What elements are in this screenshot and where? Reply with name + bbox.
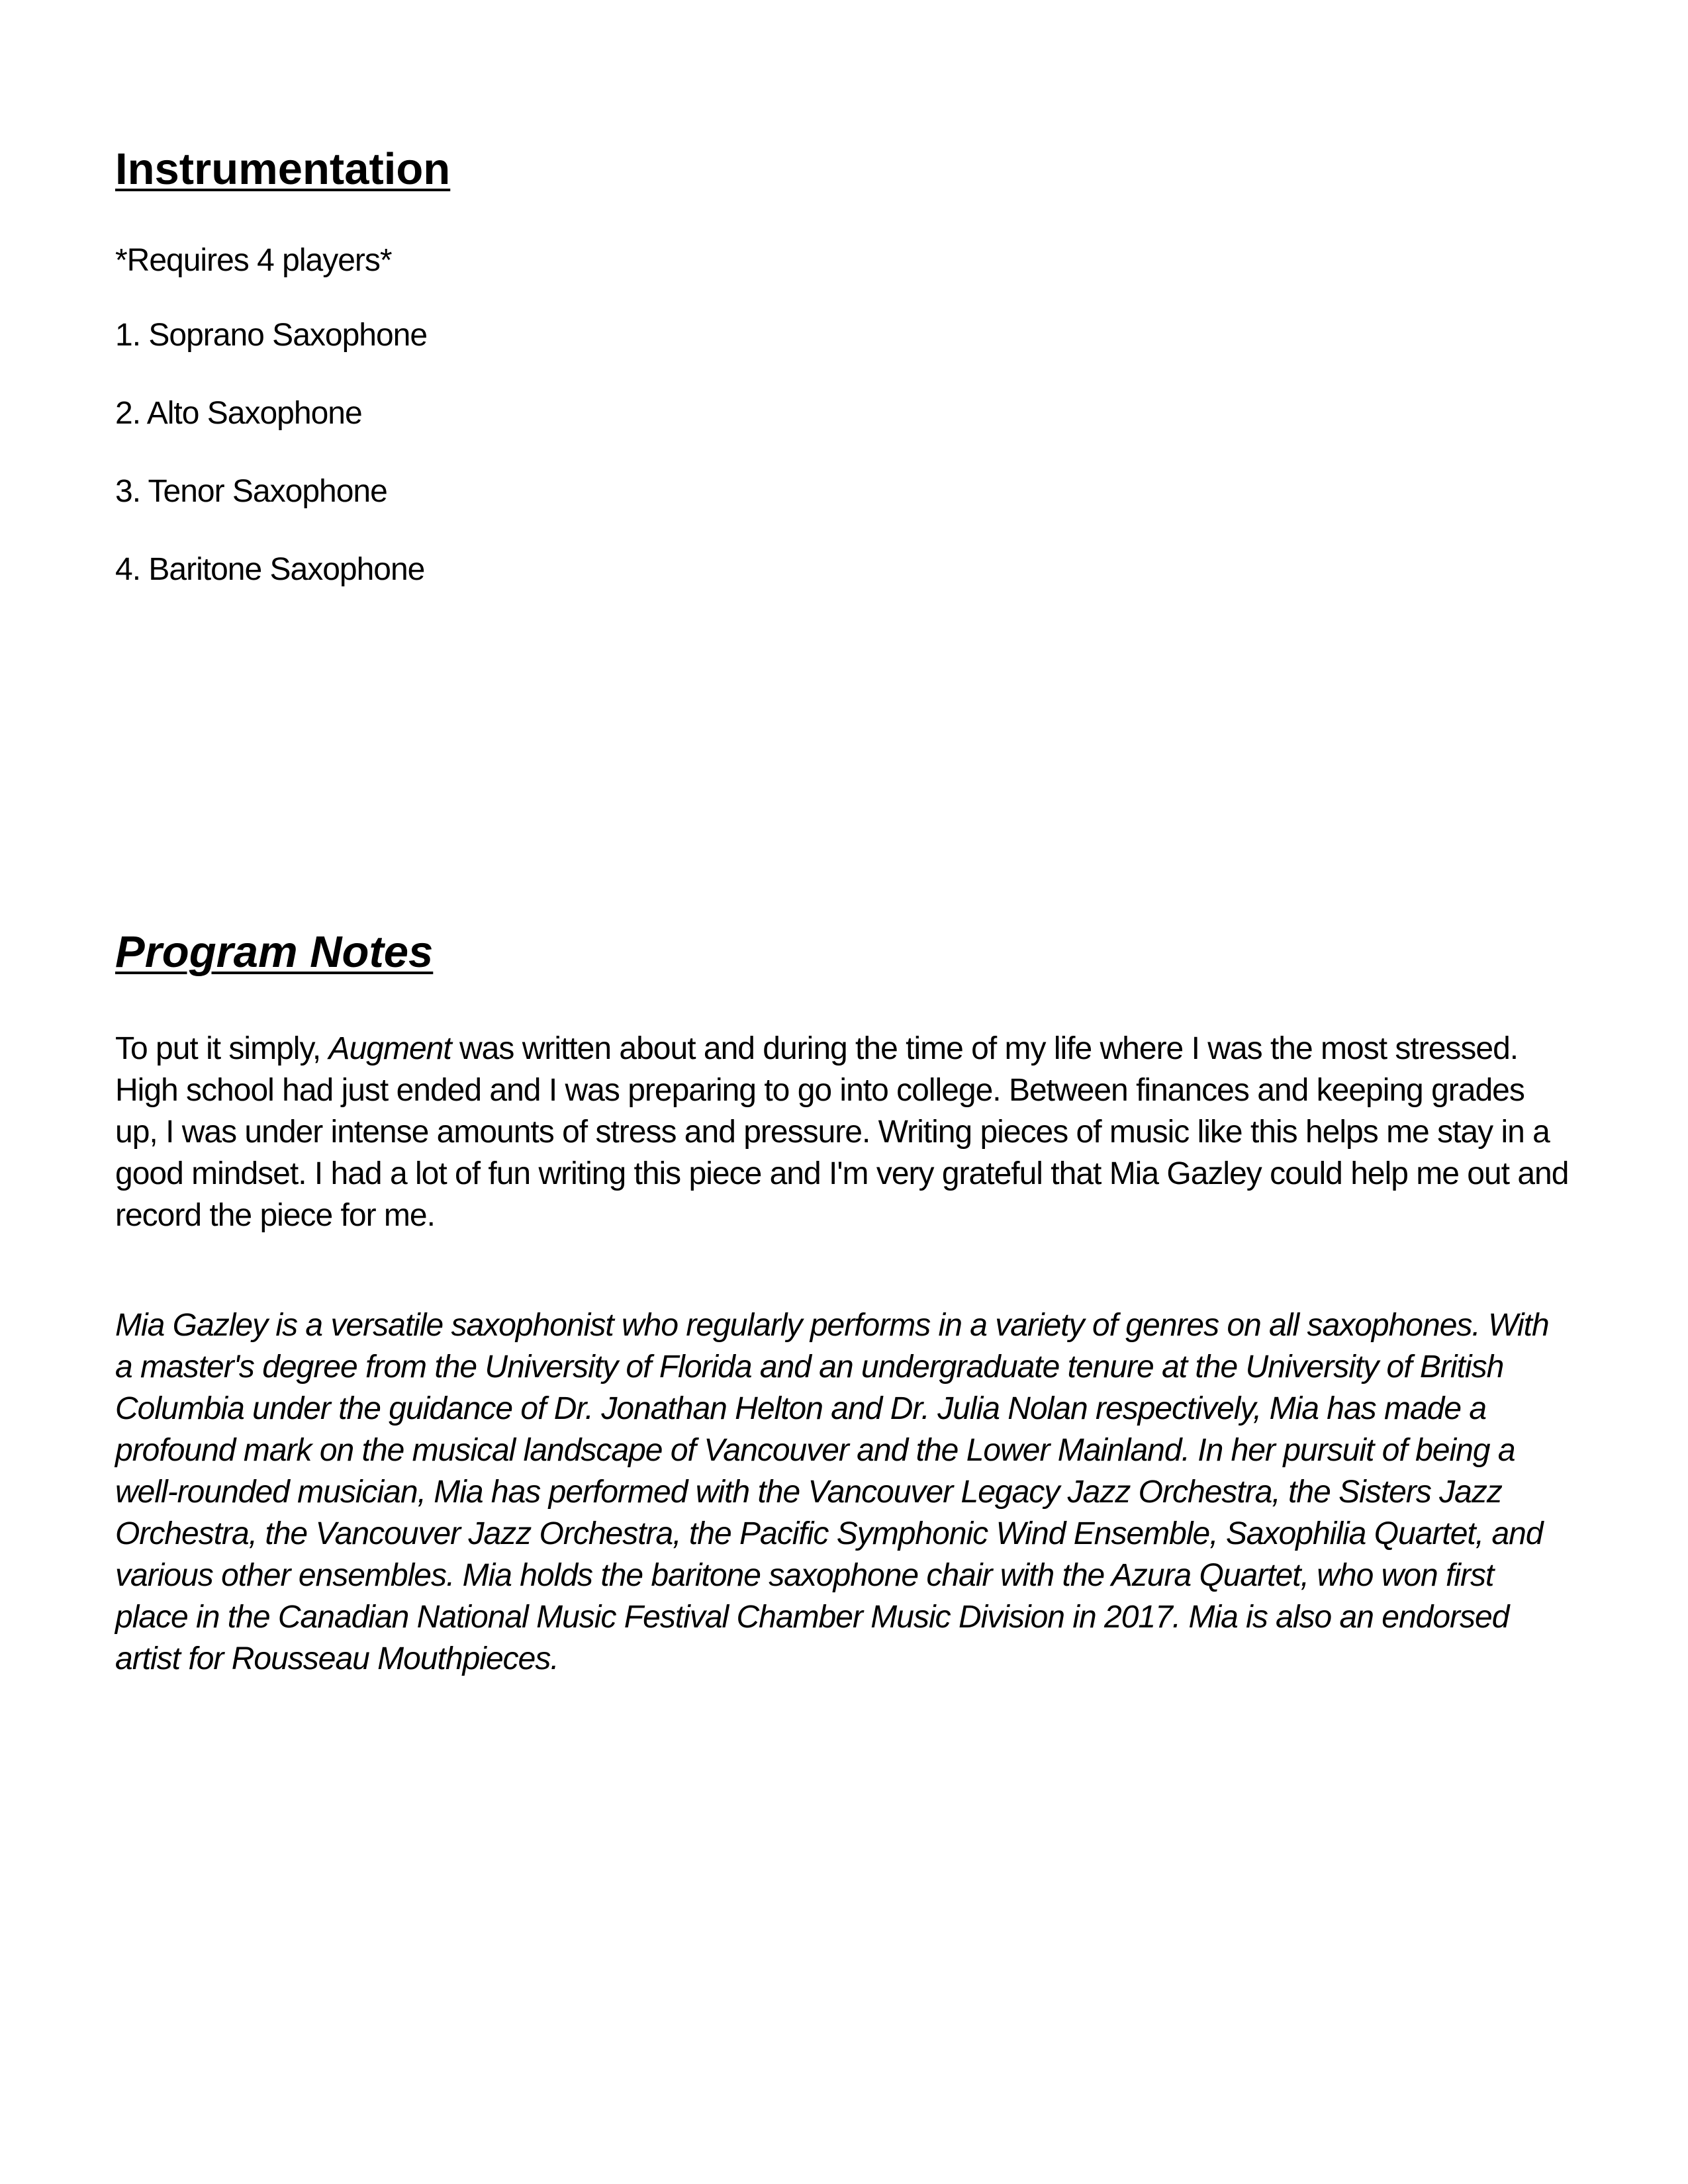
players-requirement-note: *Requires 4 players* — [115, 243, 392, 278]
instrument-list-item: 2. Alto Saxophone — [115, 396, 362, 431]
paragraph-1-text-after-title: was written about and during the time of my life where I was the most stressed. High school had just ended and I was preparing to go into college. Between finances and keeping grades up, I was under intense amounts of stress and pressure. Writing pieces of music like this helps me stay in a good mindset. I had a lot of fun writing this piece and I'm very grateful that Mia Gazley could help me out and record the piece for me. — [115, 1031, 1569, 1233]
instrument-list-item: 4. Baritone Saxophone — [115, 552, 425, 587]
instrument-list-item: 3. Tenor Saxophone — [115, 474, 387, 509]
program-notes-paragraph-2-performer-bio: Mia Gazley is a versatile saxophonist who regularly performs in a variety of genres on all saxophones. With a master's degree from the University of Florida and an undergraduate tenure at the University of British Columbia under the guidance of Dr. Jonathan Helton and Dr. Julia Nolan respectively, Mia has made a profound mark on the musical landscape of Vancouver and the Lower Mainland. In her pursuit of being a well-rounded musician, Mia has performed with the Vancouver Legacy Jazz Orchestra, the Sisters Jazz Orchestra, the Vancouver Jazz Orchestra, the Pacific Symphonic Wind Ensemble, Saxophilia Quartet, and various other ensembles. Mia holds the baritone saxophone chair with the Azura Quartet, who won first place in the Canadian National Music Festival Chamber Music Division in 2017. Mia is also an endorsed artist for Rousseau Mouthpieces. — [115, 1308, 1549, 1676]
piece-title-augment: Augment — [328, 1031, 451, 1066]
instrument-list-item: 1. Soprano Saxophone — [115, 318, 428, 353]
instrumentation-heading: Instrumentation — [115, 144, 451, 194]
instrument-list — [115, 314, 1571, 590]
program-notes-heading: Program Notes — [115, 927, 434, 977]
program-notes-paragraph-1 — [115, 1028, 1571, 1236]
paragraph-1-text-before-title: To put it simply, — [115, 1031, 329, 1066]
